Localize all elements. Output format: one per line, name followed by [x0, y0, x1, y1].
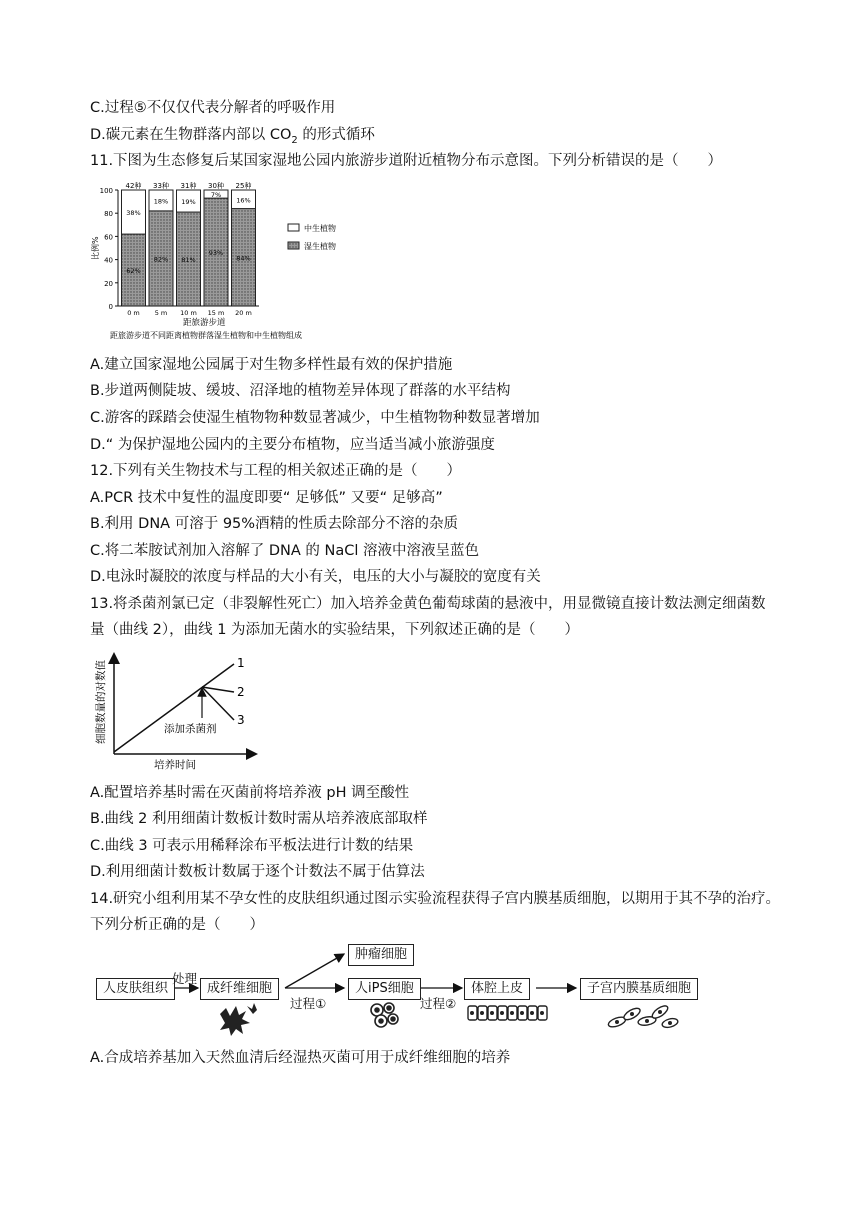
bar-label-wet: 84% [236, 254, 251, 263]
x-tick-label: 20 m [235, 309, 252, 317]
q13-option-a: A.配置培养基时需在灭菌前将培养液 pH 调至酸性 [90, 785, 410, 801]
x-axis-label: 培养时间 [154, 759, 196, 771]
box-fibroblast: 成纤维细胞 [200, 978, 279, 1000]
curve-1 [114, 664, 234, 752]
bar-label-meso: 38% [126, 209, 141, 218]
bar-top-label: 31种 [180, 182, 197, 190]
y-tick-label: 80 [104, 210, 113, 219]
q13-option-c: C.曲线 3 可表示用稀释涂布平板法进行计数的结果 [90, 838, 414, 854]
y-tick-label: 100 [99, 187, 113, 195]
y-tick-label: 40 [104, 256, 113, 265]
bar-top-label: 30种 [208, 182, 224, 190]
box-endometrial-stromal-cell: 子宫内膜基质细胞 [580, 978, 698, 1000]
q12-option-b: B.利用 DNA 可溶于 95%酒精的性质去除部分不溶的杂质 [90, 516, 459, 532]
q12-option-c: C.将二苯胺试剂加入溶解了 DNA 的 NaCl 溶液中溶液呈蓝色 [90, 543, 479, 559]
bar-label-meso: 7% [210, 191, 222, 200]
bar-label-meso: 16% [236, 196, 251, 205]
bar-label-wet: 82% [153, 255, 169, 264]
x-tick-label: 10 m [180, 309, 197, 317]
legend-swatch-wet [288, 242, 299, 249]
q12-stem: 12.下列有关生物技术与工程的相关叙述正确的是（ ） [90, 463, 462, 479]
q14-stem-2: 下列分析正确的是（ ） [90, 917, 264, 933]
q14-flow-diagram [92, 942, 712, 1042]
q11-option-b: B.步道两侧陡坡、缓坡、沼泽地的植物差异体现了群落的水平结构 [90, 383, 511, 399]
bar-top-label: 25种 [235, 182, 252, 190]
x-axis-label: 距旅游步道 [183, 318, 226, 328]
y-tick-label: 20 [104, 279, 113, 288]
q12-option-a: A.PCR 技术中复性的温度即要“ 足够低” 又要“ 足够高” [90, 490, 443, 506]
box-tumor-cell: 肿瘤细胞 [348, 944, 414, 966]
arrow-tumor [285, 954, 344, 988]
label-process-1: 过程① [290, 996, 327, 1011]
y-tick-label: 60 [104, 233, 113, 242]
y-axis-label: 细胞数量的对数值 [95, 660, 107, 744]
q13-stem-1: 13.将杀菌剂氯已定（非裂解性死亡）加入培养金黄色葡萄球菌的悬液中，用显微镜直接计数法测定细菌数 [90, 596, 766, 612]
y-tick-label: 0 [108, 303, 113, 311]
q11-stem: 11.下图为生态修复后某国家湿地公园内旅游步道附近植物分布示意图。下列分析错误的是（ ） [90, 153, 723, 169]
q10-option-d: D.碳元素在生物群落内部以 $CO_2$ 的形式循环 [90, 127, 375, 146]
q14-option-a: A.合成培养基加入天然血清后经湿热灭菌可用于成纤维细胞的培养 [90, 1050, 511, 1066]
q11-option-d: D.“ 为保护湿地公园内的主要分布植物，应当适当减小旅游强度 [90, 437, 495, 453]
curve-label-1: 1 [237, 656, 245, 670]
legend-label-meso: 中生植物 [304, 224, 336, 233]
curve-label-2: 2 [237, 685, 245, 699]
legend-label-wet: 湿生植物 [304, 242, 336, 251]
x-tick-label: 0 m [127, 309, 140, 317]
q11-option-c: C.游客的踩踏会使湿生植物物种数显著减少，中生植物物种数显著增加 [90, 410, 540, 426]
bar-top-label: 42种 [125, 182, 142, 190]
label-treatment: 处理 [172, 971, 198, 986]
q12-option-d: D.电泳时凝胶的浓度与样品的大小有关，电压的大小与凝胶的宽度有关 [90, 569, 541, 585]
bar-label-wet: 62% [126, 267, 141, 276]
q13-growth-figure [92, 652, 262, 772]
box-skin-tissue: 人皮肤组织 [96, 978, 175, 1000]
box-ips-cell: 人iPS细胞 [348, 978, 421, 1000]
q10-option-c: C.过程⑤不仅仅代表分解者的呼吸作用 [90, 100, 336, 116]
annotation-text: 添加杀菌剂 [164, 723, 217, 735]
q13-option-b: B.曲线 2 利用细菌计数板计数时需从培养液底部取样 [90, 811, 428, 827]
stromal-cells-image [607, 1004, 679, 1029]
epithelium-image [468, 1006, 547, 1020]
ips-cells-image [371, 1003, 398, 1027]
bar-top-label: 33种 [153, 182, 169, 190]
q11-option-a: A.建立国家湿地公园属于对生物多样性最有效的保护措施 [90, 357, 453, 373]
x-tick-label: 15 m [207, 309, 225, 317]
x-tick-label: 5 m [154, 309, 168, 317]
q14-stem-1: 14.研究小组利用某不孕女性的皮肤组织通过图示实验流程获得子宫内膜基质细胞，以期用于其不孕的治疗。 [90, 891, 781, 907]
q11-chart [88, 180, 378, 342]
bar-label-meso: 18% [153, 197, 169, 206]
q13-option-d: D.利用细菌计数板计数属于逐个计数法不属于估算法 [90, 864, 425, 880]
bar-label-wet: 93% [208, 249, 224, 258]
fibroblast-cells-image [220, 1003, 257, 1036]
chart-title: 距旅游步道不同距离植物群落湿生植物和中生植物组成 [110, 331, 302, 340]
bar-label-wet: 81% [181, 256, 196, 265]
legend-swatch-meso [288, 224, 299, 231]
box-coelomic-epithelium: 体腔上皮 [464, 978, 530, 1000]
bar-label-meso: 19% [181, 198, 196, 207]
curve-label-3: 3 [237, 713, 245, 727]
label-process-2: 过程② [420, 996, 457, 1011]
y-axis-label: 比例% [91, 236, 100, 260]
q13-stem-2: 量（曲线 2），曲线 1 为添加无菌水的实验结果，下列叙述正确的是（ ） [90, 622, 580, 638]
